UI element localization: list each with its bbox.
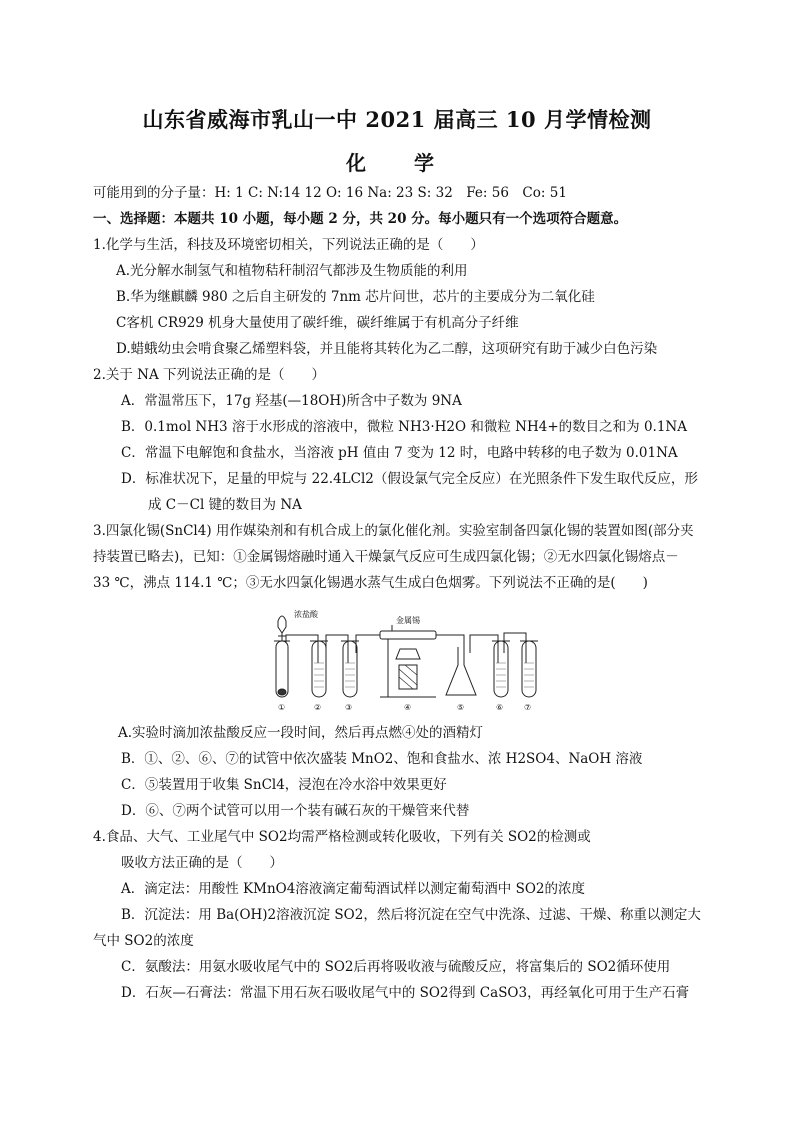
q3-stem-line1: 3.四氯化锡(SnCl4) 用作媒染剂和有机合成上的氯化催化剂。实验室制备四氯化锡的装置如图(部分夹 <box>93 523 694 539</box>
q2-option-d-line2: 成 C－Cl 键的数目为 NA <box>148 497 302 513</box>
q3-option-d: D．⑥、⑦两个试管可以用一个装有碱石灰的干燥管来代替 <box>121 803 470 819</box>
label-metal-tin: 金属锡 <box>396 616 420 625</box>
q1-option-b: B.华为继麒麟 980 之后自主研发的 7nm 芯片问世，芯片的主要成分为二氧化硅 <box>116 289 595 305</box>
apparatus-number-1: ① <box>278 703 286 712</box>
q1-stem: 1.化学与生活，科技及环境密切相关，下列说法正确的是（ ） <box>93 237 484 253</box>
atomic-masses: 可能用到的分子量：H: 1 C: N:14 12 O: 16 Na: 23 S: 32 Fe: 56 Co: 51 <box>93 185 567 201</box>
q4-option-b-line2: 气中 SO2的浓度 <box>93 933 194 949</box>
q3-option-b: B．①、②、⑥、⑦的试管中依次盛装 MnO2、饱和食盐水、浓 H2SO4、NaOH 溶液 <box>121 751 643 767</box>
q2-option-d-line1: D．标准状况下，足量的甲烷与 22.4LCl2（假设氯气完全反应）在光照条件下发生取代反应，形 <box>121 471 698 487</box>
q1-option-c: C客机 CR929 机身大量使用了碳纤维，碳纤维属于有机高分子纤维 <box>116 315 519 331</box>
q4-option-d: D．石灰—石膏法：常温下用石灰石吸收尾气中的 SO2得到 CaSO3，再经氧化可用于生产石膏 <box>121 985 690 1001</box>
q2-stem: 2.关于 NA 下列说法正确的是（ ） <box>93 367 326 383</box>
q3-option-a: A.实验时滴加浓盐酸反应一段时间，然后再点燃④处的酒精灯 <box>118 725 484 741</box>
q4-option-a: A．滴定法：用酸性 KMnO4溶液滴定葡萄酒试样以测定葡萄酒中 SO2的浓度 <box>121 881 585 897</box>
q1-option-d: D.蜡蛾幼虫会啃食聚乙烯塑料袋，并且能将其转化为乙二醇，这项研究有助于减少白色污染 <box>116 341 658 357</box>
q4-option-b-line1: B．沉淀法：用 Ba(OH)2溶液沉淀 SO2，然后将沉淀在空气中洗涤、过滤、干燥、称重以测定大 <box>121 907 701 923</box>
q4-stem-line1: 4.食品、大气、工业尾气中 SO2均需严格检测或转化吸收，下列有关 SO2的检测或 <box>93 829 591 845</box>
q4-stem-line2: 吸收方法正确的是（ ） <box>121 855 283 871</box>
label-conc-hcl: 浓盐酸 <box>294 610 318 619</box>
apparatus-number-3: ③ <box>345 703 353 712</box>
apparatus-number-4: ④ <box>404 703 412 712</box>
q1-option-a: A.光分解水制氢气和植物秸秆制沼气都涉及生物质能的利用 <box>116 263 468 279</box>
q2-option-c: C．常温下电解饱和食盐水，当溶液 pH 值由 7 变为 12 时，电路中转移的电子数为 0.01NA <box>121 445 678 461</box>
apparatus-number-7: ⑦ <box>524 703 532 712</box>
section-heading: 一、选择题：本题共 10 小题，每小题 2 分，共 20 分。每小题只有一个选项符合题意。 <box>93 211 628 227</box>
apparatus-number-5: ⑤ <box>457 703 465 712</box>
q2-option-a: A．常温常压下，17g 羟基(—18OH)所含中子数为 9NA <box>121 393 462 409</box>
q2-option-b: B．0.1mol NH3 溶于水形成的溶液中，微粒 NH3·H2O 和微粒 NH4+的数目之和为 0.1NA <box>121 419 687 435</box>
apparatus-number-2: ② <box>314 703 322 712</box>
q3-stem-line2: 持装置已略去)，已知：①金属锡熔融时通入干燥氯气反应可生成四氯化锡；②无水四氯化锡熔点－ <box>93 549 679 565</box>
apparatus-number-6: ⑥ <box>496 703 504 712</box>
subject-title: 化 学 <box>346 151 448 175</box>
q3-stem-line3: 33 ℃，沸点 114.1 ℃；③无水四氯化锡遇水蒸气生成白色烟雾。下列说法不正确的是( ) <box>93 575 648 591</box>
page-title: 山东省威海市乳山一中 2021 届高三 10 月学情检测 <box>142 107 652 132</box>
q4-option-c: C．氨酸法：用氨水吸收尾气中的 SO2后再将吸收液与硫酸反应，将富集后的 SO2循环使用 <box>121 959 671 975</box>
apparatus-figure <box>268 603 548 713</box>
q3-option-c: C．⑤装置用于收集 SnCl4，浸泡在冷水浴中效果更好 <box>121 777 447 793</box>
